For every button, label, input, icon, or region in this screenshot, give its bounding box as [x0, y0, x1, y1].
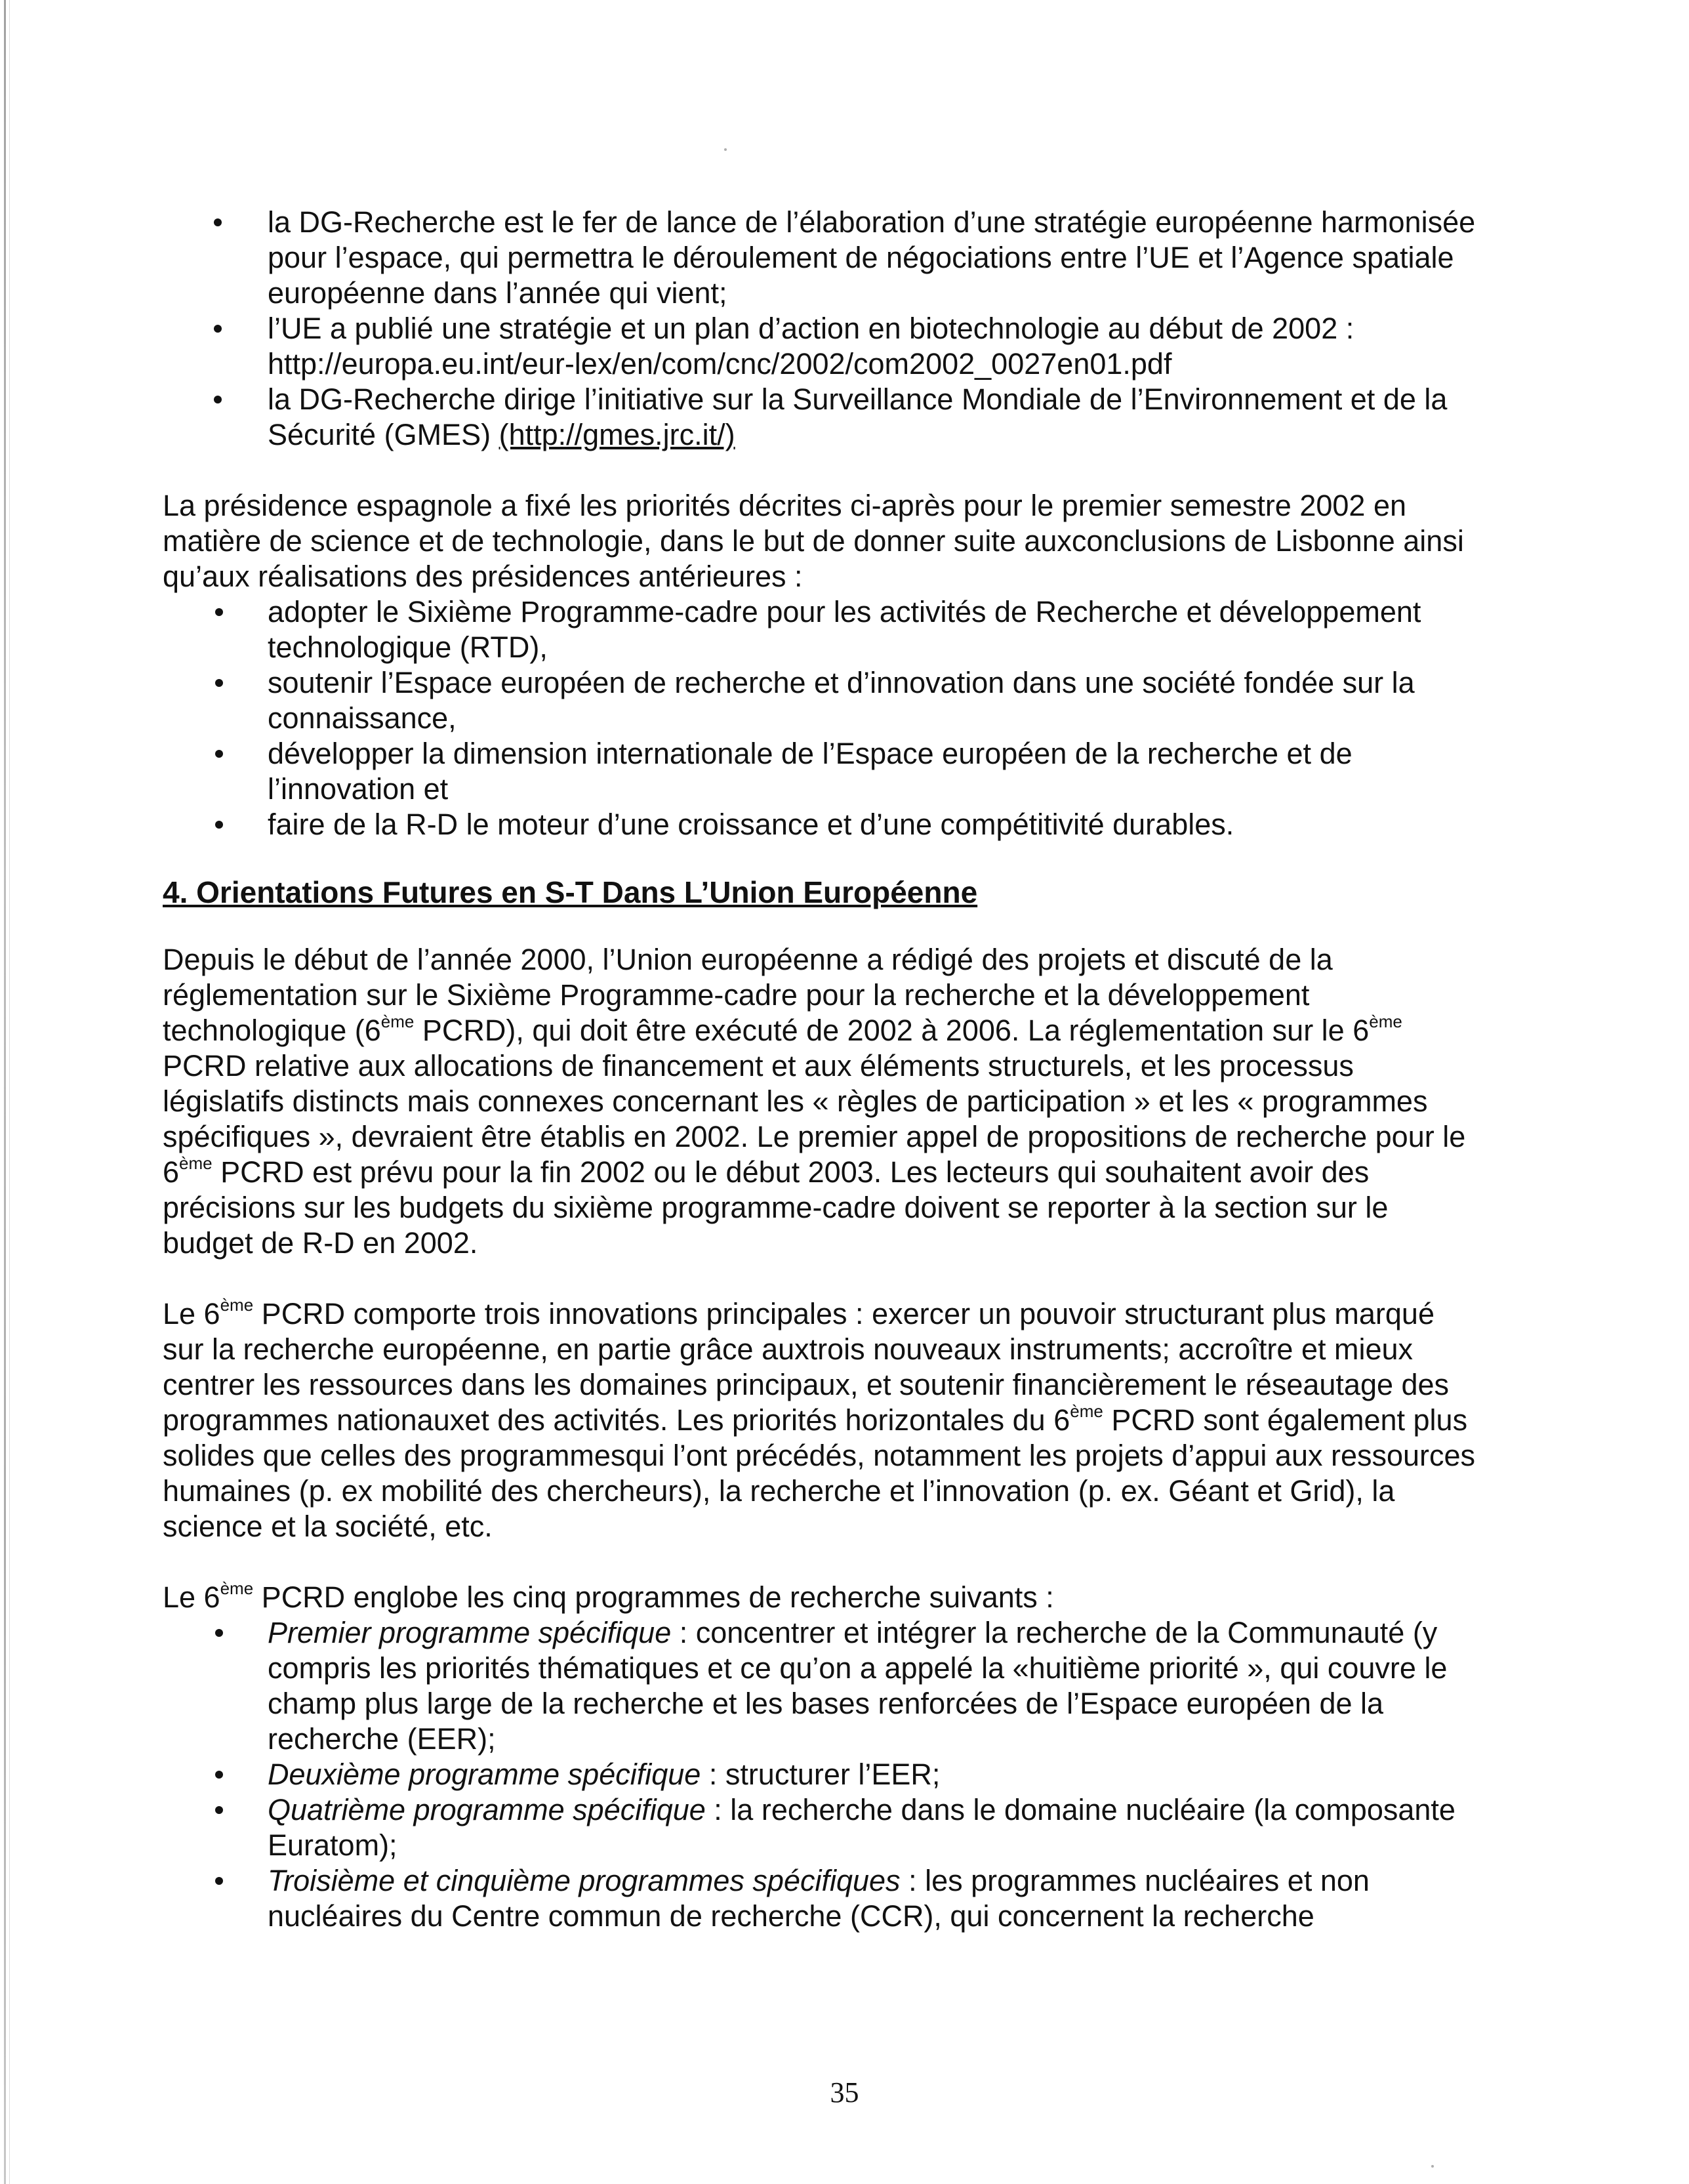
- list-item: [163, 382, 1481, 453]
- scan-speck: [1431, 2165, 1434, 2168]
- page-number: 35: [830, 2076, 859, 2109]
- document-body: [163, 205, 1481, 1934]
- paragraph-text: PCRD relative aux allocations de financement et aux éléments structurels, et les processus législatifs distincts mais connexes concernant les « règles de participation » et les « programmes spécifiques », devraient être établis en 2002. Le premier appel de propositions de recherche pour le 6: [163, 1049, 1466, 1189]
- list-item-text: : la recherche dans le domaine nucléaire (la composante Euratom);: [268, 1793, 1455, 1862]
- list-item-text: la DG-Recherche est le fer de lance de l’élaboration d’une stratégie européenne harmonisée pour l’espace, qui permettra le déroulement de négociations entre l’UE et l’Agence spatiale européenne dans l’année qui vient;: [268, 205, 1476, 310]
- bullet-icon: [214, 218, 222, 226]
- bullet-icon: [215, 1771, 223, 1779]
- superscript: ème: [1070, 1401, 1103, 1421]
- spacer: [163, 911, 1481, 942]
- program-title: Troisième et cinquième programmes spécifiques: [268, 1864, 901, 1897]
- spacer: [163, 1261, 1481, 1296]
- paragraph-text: Le 6: [163, 1297, 220, 1330]
- scan-edge-shadow: [4, 0, 6, 2184]
- paragraph-text: Depuis le début de l’année 2000, l’Union européenne a rédigé des projets et discuté de la réglementation sur le Sixième Programme-cadre pour la recherche et la développement technologique (6: [163, 943, 1333, 1047]
- gmes-link[interactable]: (http://gmes.jrc.it/): [499, 418, 735, 451]
- list-item-text: développer la dimension internationale de l’Espace européen de la recherche et de l’innovation et: [268, 737, 1353, 806]
- list-item: [163, 1863, 1481, 1934]
- superscript: ème: [220, 1295, 254, 1315]
- presidency-paragraph: La présidence espagnole a fixé les priorités décrites ci-après pour le premier semestre 2002 en matière de science et de technologie, dans le but de donner suite auxconclusions de Lisbonne ainsi qu’aux réalisations des présidences antérieures :: [163, 489, 1464, 593]
- bullet-icon: [215, 821, 223, 829]
- bullet-icon: [215, 750, 223, 758]
- bullet-icon: [215, 608, 223, 616]
- list-item: [163, 594, 1481, 665]
- paragraph-text: PCRD englobe les cinq programmes de recherche suivants :: [253, 1580, 1054, 1614]
- bullet-icon: [215, 1877, 223, 1885]
- list-item-text: l’UE a publié une stratégie et un plan d’action en biotechnologie au début de 2002 : http://europa.eu.int/eur-lex/en/com/cnc/2002/com2002_0027en01.pdf: [268, 312, 1354, 381]
- list-item-text: : les programmes nucléaires et non nucléaires du Centre commun de recherche (CCR), qui concernent la recherche: [268, 1864, 1370, 1933]
- paragraph-text: PCRD est prévu pour la fin 2002 ou le début 2003. Les lecteurs qui souhaitent avoir des précisions sur les budgets du sixième programme-cadre doivent se reporter à la section sur le budget de R-D en 2002.: [163, 1155, 1389, 1260]
- superscript: ème: [179, 1153, 213, 1173]
- paragraph-text: PCRD), qui doit être exécuté de 2002 à 2006. La réglementation sur le 6: [414, 1014, 1370, 1047]
- spacer: [163, 842, 1481, 874]
- paragraph-sixth-framework-intro: [163, 942, 1481, 1261]
- paragraph-text: Le 6: [163, 1580, 220, 1614]
- bullet-icon: [214, 396, 222, 403]
- scan-edge-line: [9, 0, 10, 2184]
- program-title: Deuxième programme spécifique: [268, 1758, 701, 1791]
- program-title: Premier programme spécifique: [268, 1616, 672, 1649]
- list-item-text: soutenir l’Espace européen de recherche et d’innovation dans une société fondée sur la connaissance,: [268, 666, 1415, 735]
- spacer: [163, 1544, 1481, 1580]
- spacer: [163, 453, 1481, 488]
- top-bullet-list: [163, 205, 1481, 453]
- list-item: [163, 205, 1481, 311]
- program-bullet-list: [163, 1615, 1481, 1934]
- paragraph-innovations: [163, 1296, 1481, 1544]
- presidency-bullet-list: [163, 594, 1481, 842]
- list-item: [163, 1792, 1481, 1863]
- paragraph-text: PCRD comporte trois innovations principales : exercer un pouvoir structurant plus marqué sur la recherche européenne, en partie grâce auxtrois nouveaux instruments; accroître et mieux centrer les ressources dans les domaines principaux, et soutenir financièrement le réseautage des programmes nationauxet des activités. Les priorités horizontales du 6: [163, 1297, 1450, 1437]
- superscript: ème: [1369, 1012, 1402, 1031]
- section-heading: 4. Orientations Futures en S-T Dans L’Union Européenne: [163, 875, 978, 909]
- list-item: [163, 311, 1481, 382]
- scan-speck: [724, 148, 727, 151]
- bullet-icon: [215, 679, 223, 687]
- paragraph-text: PCRD sont également plus solides que celles des programmesqui l’ont précédés, notamment les projets d’appui aux ressources humaines (p. ex mobilité des chercheurs), la recherche et l’innovation (p. ex. Géant et Grid), la science et la société, etc.: [163, 1403, 1476, 1543]
- bullet-icon: [214, 325, 222, 333]
- list-item: [163, 807, 1481, 842]
- superscript: ème: [380, 1012, 415, 1031]
- bullet-icon: [215, 1806, 223, 1814]
- paragraph-programs-intro: [163, 1580, 1481, 1615]
- list-item-text: adopter le Sixième Programme-cadre pour les activités de Recherche et développement technologique (RTD),: [268, 595, 1421, 664]
- list-item-text: : concentrer et intégrer la recherche de la Communauté (y compris les priorités thématiques et ce qu’on a appelé la «huitième priorité », qui couvre le champ plus large de la recherche et les bases renforcées de l’Espace européen de la recherche (EER);: [268, 1616, 1448, 1756]
- bullet-icon: [215, 1629, 223, 1637]
- list-item: [163, 665, 1481, 736]
- list-item: [163, 1757, 1481, 1792]
- superscript: ème: [220, 1578, 254, 1598]
- list-item: [163, 1615, 1481, 1757]
- program-title: Quatrième programme spécifique: [268, 1793, 706, 1826]
- list-item-text: la DG-Recherche dirige l’initiative sur la Surveillance Mondiale de l’Environnement et de la Sécurité (GMES): [268, 382, 1448, 451]
- list-item-text: faire de la R-D le moteur d’une croissance et d’une compétitivité durables.: [268, 808, 1234, 841]
- list-item: [163, 736, 1481, 807]
- list-item-text: : structurer l’EER;: [701, 1758, 941, 1791]
